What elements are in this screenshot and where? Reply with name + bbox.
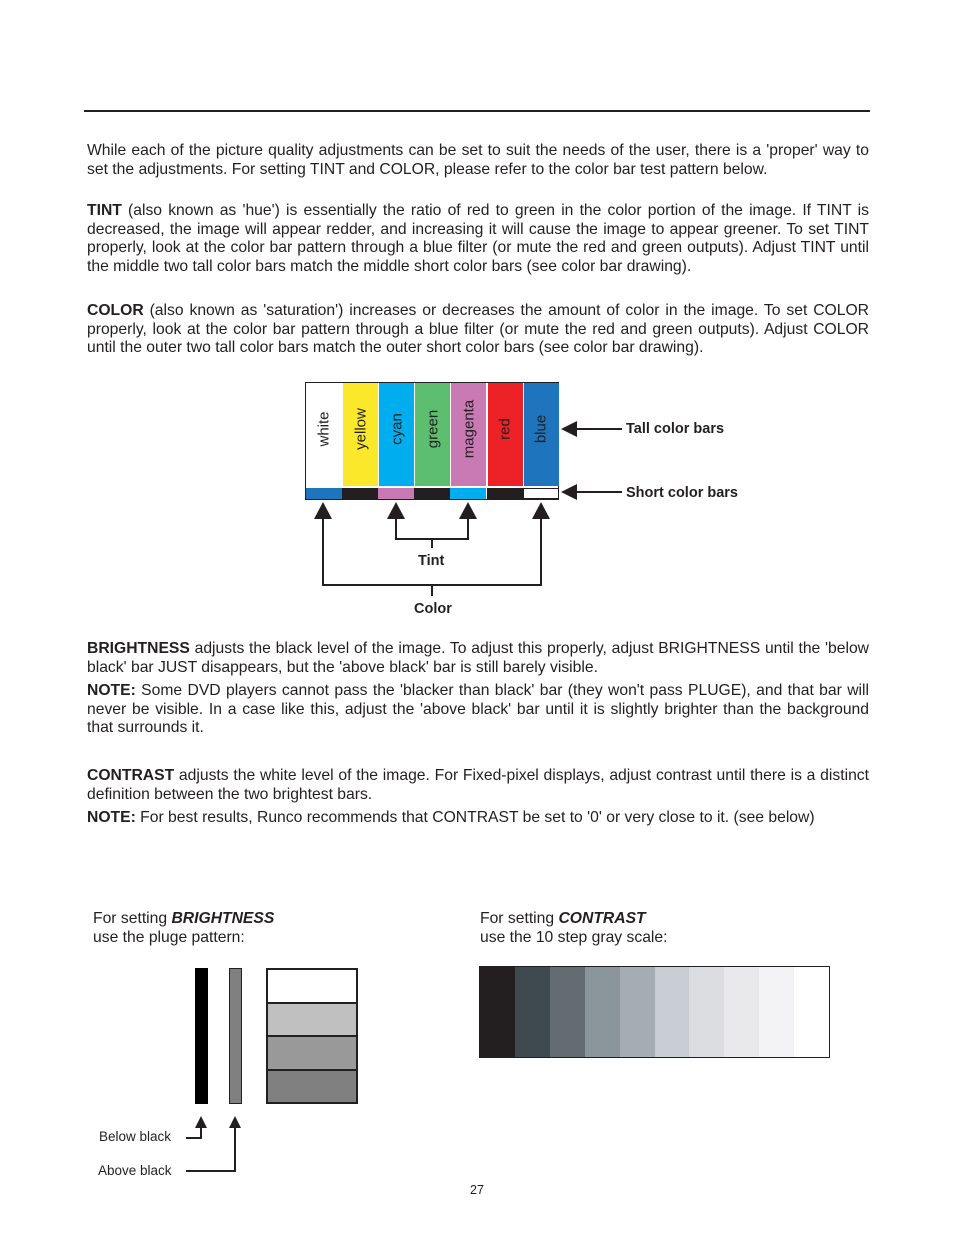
short-bar [450, 488, 486, 499]
gray-caption [480, 909, 668, 947]
note1-term: NOTE: [87, 682, 136, 699]
intro-paragraph [87, 142, 869, 179]
contrast-term: CONTRAST [87, 767, 175, 784]
note2-text: For best results, Runco recommends that CONTRAST be set to '0' or very close to it. (see below) [135, 809, 815, 826]
gray-step [759, 967, 794, 1057]
color-label: Color [414, 601, 452, 617]
pluge-step [266, 968, 358, 1004]
page-number: 27 [470, 1183, 484, 1197]
tall-bar-label: green [424, 409, 442, 449]
tall-bar-red [487, 383, 523, 486]
brightness-text: adjusts the black level of the image. To adjust this properly, adjust BRIGHTNESS until the 'below black' bar JUST disappears, but the 'above black' bar is still barely visible. [87, 640, 869, 676]
pluge-caption-line2: use the pluge pattern: [93, 929, 245, 946]
gray-step [480, 967, 515, 1057]
gray-step [724, 967, 759, 1057]
tint-label: Tint [418, 553, 445, 569]
short-bar [378, 488, 414, 499]
tall-bar-label: yellow [352, 408, 370, 450]
tint-text: (also known as 'hue') is essentially the ratio of red to green in the color portion of the image. If TINT is decreased, the image will appear redder, and increasing it will cause the image to appear greener. To set TINT properly, look at the color bar pattern through a blue filter (or mute the red and green outputs). Adjust TINT until the middle two tall color bars match the middle short color bars (see color bar drawing). [87, 202, 869, 276]
pluge-caption-term: BRIGHTNESS [171, 910, 275, 927]
gray-caption-prefix: For setting [480, 910, 559, 927]
pluge-caption-prefix: For setting [93, 910, 172, 927]
short-color-bars-label: Short color bars [626, 485, 738, 501]
intro-text: While each of the picture quality adjustments can be set to suit the needs of the user, there is a 'proper' way to set the adjustments. For setting TINT and COLOR, please refer to the color bar test pattern below. [87, 142, 869, 178]
note2-paragraph [87, 809, 869, 828]
brightness-paragraph [87, 640, 869, 677]
short-bar [306, 488, 342, 499]
short-bar [414, 488, 450, 499]
tall-bar-blue [523, 383, 559, 486]
gray-step [794, 967, 829, 1057]
color-paragraph [87, 302, 869, 358]
header-rule [84, 110, 870, 112]
tall-bar-label: red [496, 418, 514, 440]
tall-bar-yellow [342, 383, 378, 486]
note1-paragraph [87, 682, 869, 738]
tall-bar-label: blue [532, 414, 550, 444]
contrast-text: adjusts the white level of the image. For Fixed-pixel displays, adjust contrast until there is a distinct definition between the two brightest bars. [87, 767, 869, 803]
below-black-label: Below black [99, 1129, 172, 1144]
pluge-step [266, 1069, 358, 1105]
short-bar [523, 488, 559, 499]
pluge-step [266, 1035, 358, 1071]
above-black-label: Above black [98, 1163, 172, 1178]
gray-step [550, 967, 585, 1057]
tall-bar-white [306, 383, 342, 486]
gray-step [689, 967, 724, 1057]
color-term: COLOR [87, 302, 144, 319]
tint-term: TINT [87, 202, 122, 219]
color-text: (also known as 'saturation') increases or decreases the amount of color in the image. To set COLOR properly, look at the color bar pattern through a blue filter (or mute the red and green outputs). Adjust COLOR until the outer two tall color bars match the outer short color bars (see color bar drawing). [87, 302, 869, 357]
gray-caption-line2: use the 10 step gray scale: [480, 929, 668, 946]
gray-step [655, 967, 690, 1057]
tall-bar-green [414, 383, 450, 486]
gray-caption-term: CONTRAST [558, 910, 646, 927]
tint-paragraph [87, 202, 869, 277]
above-black-bar [229, 968, 242, 1104]
gray-step [515, 967, 550, 1057]
contrast-paragraph [87, 767, 869, 804]
short-bar [342, 488, 378, 499]
pluge-caption [93, 909, 274, 947]
note2-term: NOTE: [87, 809, 136, 826]
gray-step [620, 967, 655, 1057]
tall-bar-label: white [315, 411, 333, 447]
tall-bar-cyan [378, 383, 414, 486]
short-bar [487, 488, 523, 499]
brightness-term: BRIGHTNESS [87, 640, 190, 657]
below-black-bar [195, 968, 208, 1104]
tall-color-bars-label: Tall color bars [626, 421, 725, 437]
tall-bar-label: magenta [460, 399, 478, 459]
tall-bar-label: cyan [388, 413, 406, 445]
pluge-step [266, 1002, 358, 1038]
note1-text: Some DVD players cannot pass the 'blacker than black' bar (they won't pass PLUGE), and that bar will never be visible. In a case like this, adjust the 'above black' bar until it is slightly brighter than the background that surrounds it. [87, 682, 869, 737]
gray-step [585, 967, 620, 1057]
tall-bar-magenta [450, 383, 486, 486]
